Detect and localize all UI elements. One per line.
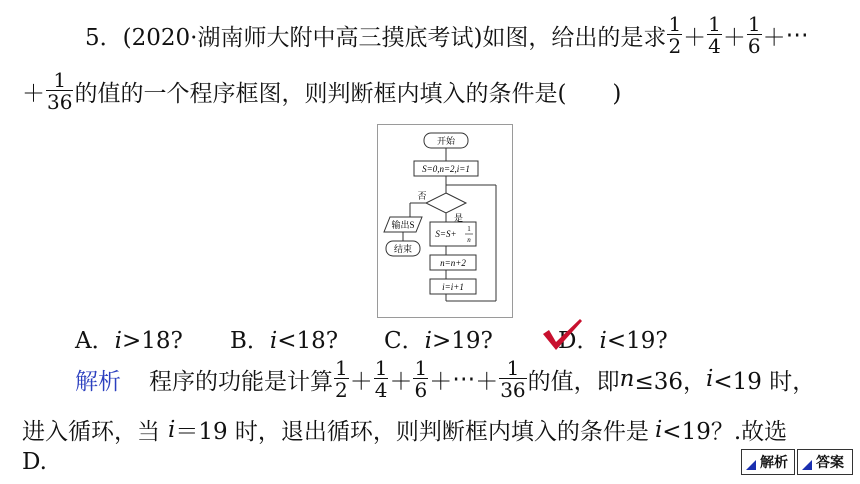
analysis-label: 解析	[75, 368, 121, 395]
no-label: 否	[417, 191, 427, 201]
option-d[interactable]: D．i<19?	[558, 328, 668, 354]
option-b[interactable]: B．i<18?	[230, 328, 339, 354]
analysis-fraction-1-36: $\frac{1}{36}$	[500, 356, 526, 402]
analysis-line-1: 解析 程序的功能是计算 $\frac{1}{2}$ ＋ $\frac{1}{4}$ ＋ $\frac{1}{6}$ ＋ ⋯ ＋ $\frac{1}{36}$ 的值，即 n ≤36， i <19 时，	[75, 356, 816, 402]
question-line-2: ＋ $\frac{1}{36}$ 的值的一个程序框图，则判断框内填入的条件是( )	[22, 68, 622, 114]
triangle-icon	[802, 460, 812, 470]
analysis-line-2: 进入循环，当 i ＝19 时，退出循环，则判断框内填入的条件是 i <19？.故选	[22, 416, 788, 445]
fraction-1-2: $\frac{1}{2}$	[668, 12, 682, 58]
option-c[interactable]: C．i>19?	[384, 328, 493, 354]
init-text: S=0,n=2,i=1	[422, 164, 470, 174]
question-suffix: 的值的一个程序框图，则判断框内填入的条件是( )	[74, 80, 622, 107]
option-a[interactable]: A．i>18?	[75, 328, 183, 354]
svg-text:1: 1	[467, 225, 471, 233]
analysis-fraction-1-4: $\frac{1}{4}$	[374, 356, 388, 402]
flowchart-figure	[377, 124, 513, 318]
fraction-1-4: $\frac{1}{4}$	[708, 12, 721, 58]
triangle-icon	[746, 460, 756, 470]
question-prefix: 5．(2020·湖南师大附中高三摸底考试)如图，给出的是求	[85, 24, 667, 51]
decision-diamond	[426, 193, 466, 213]
checkmark-icon	[540, 316, 584, 352]
answer-button[interactable]: 答案	[797, 449, 853, 475]
output-text: 输出S	[391, 220, 415, 230]
update-i-text: i=i+1	[442, 282, 464, 292]
update-n-text: n=n+2	[440, 258, 466, 268]
fraction-1-6: $\frac{1}{6}$	[747, 12, 761, 58]
end-text: 结束	[393, 244, 413, 254]
analysis-fraction-1-6: $\frac{1}{6}$	[414, 356, 428, 402]
analysis-button[interactable]: 解析	[741, 449, 795, 475]
update-s-text: S=S+	[435, 229, 457, 239]
fraction-1-36: $\frac{1}{36}$	[47, 68, 73, 114]
analysis-line-3: D.	[22, 449, 47, 475]
svg-text:n: n	[467, 236, 471, 244]
start-text: 开始	[436, 136, 456, 146]
yes-label: 是	[454, 213, 464, 223]
analysis-fraction-1-2: $\frac{1}{2}$	[335, 356, 348, 402]
question-line-1: 5．(2020·湖南师大附中高三摸底考试)如图，给出的是求 $\frac{1}{2}$ ＋ $\frac{1}{4}$ ＋ $\frac{1}{6}$ ＋ ⋯	[85, 12, 809, 58]
